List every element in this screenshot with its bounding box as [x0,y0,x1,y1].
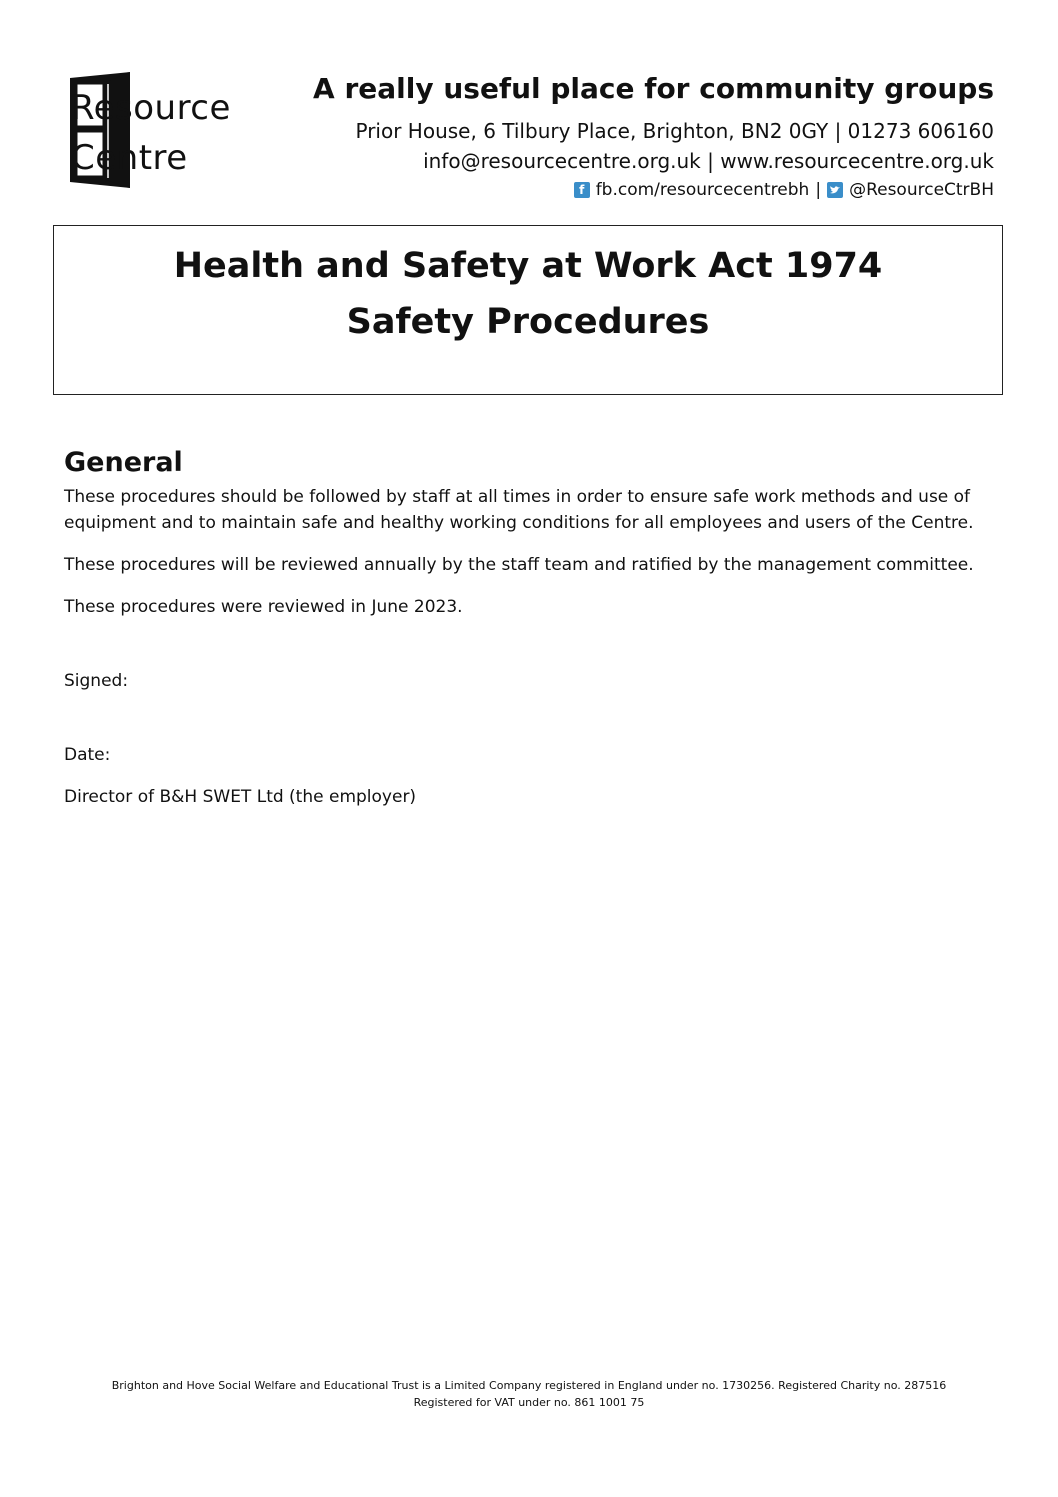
section-heading: General [64,447,183,478]
title-box [53,225,1003,395]
facebook-icon: f [574,182,590,198]
director-label: Director of B&H SWET Ltd (the employer) [64,787,417,807]
document-subtitle: Safety Procedures [346,302,710,342]
logo-word-centre: Centre [71,138,188,178]
document-body [64,444,1004,826]
paragraph-purpose: These procedures should be followed by staff at all times in order to ensure safe work methods and use of equipment and to maintain safe and healthy working conditions for all employees and users of the Centre. [64,487,974,533]
social-separator: | [815,180,822,200]
document-title: Health and Safety at Work Act 1974 [173,246,883,286]
signed-label: Signed: [64,671,129,691]
web-contact-line: info@resourcecentre.org.uk | www.resourcecentre.org.uk [423,149,994,173]
logo-word-resource: Resource [71,88,231,128]
footer-registration-line: Brighton and Hove Social Welfare and Educational Trust is a Limited Company registered in England under no. 1730256. Registered Charity no. 287516 [111,1379,947,1392]
paragraph-review: These procedures will be reviewed annually by the staff team and ratified by the management committee. [64,555,974,575]
tagline: A really useful place for community groups [313,72,994,105]
date-label: Date: [64,745,111,765]
paragraph-review-date: These procedures were reviewed in June 2023. [64,597,463,617]
twitter-icon [827,182,843,198]
footer [0,1377,1058,1411]
facebook-handle[interactable]: fb.com/resourcecentrebh [595,180,810,200]
address-line: Prior House, 6 Tilbury Place, Brighton, BN2 0GY | 01273 606160 [355,119,994,143]
header-contact-block [313,70,994,204]
footer-vat-line: Registered for VAT under no. 861 1001 75 [413,1396,645,1409]
social-line [313,176,994,204]
twitter-handle[interactable]: @ResourceCtrBH [849,180,994,200]
